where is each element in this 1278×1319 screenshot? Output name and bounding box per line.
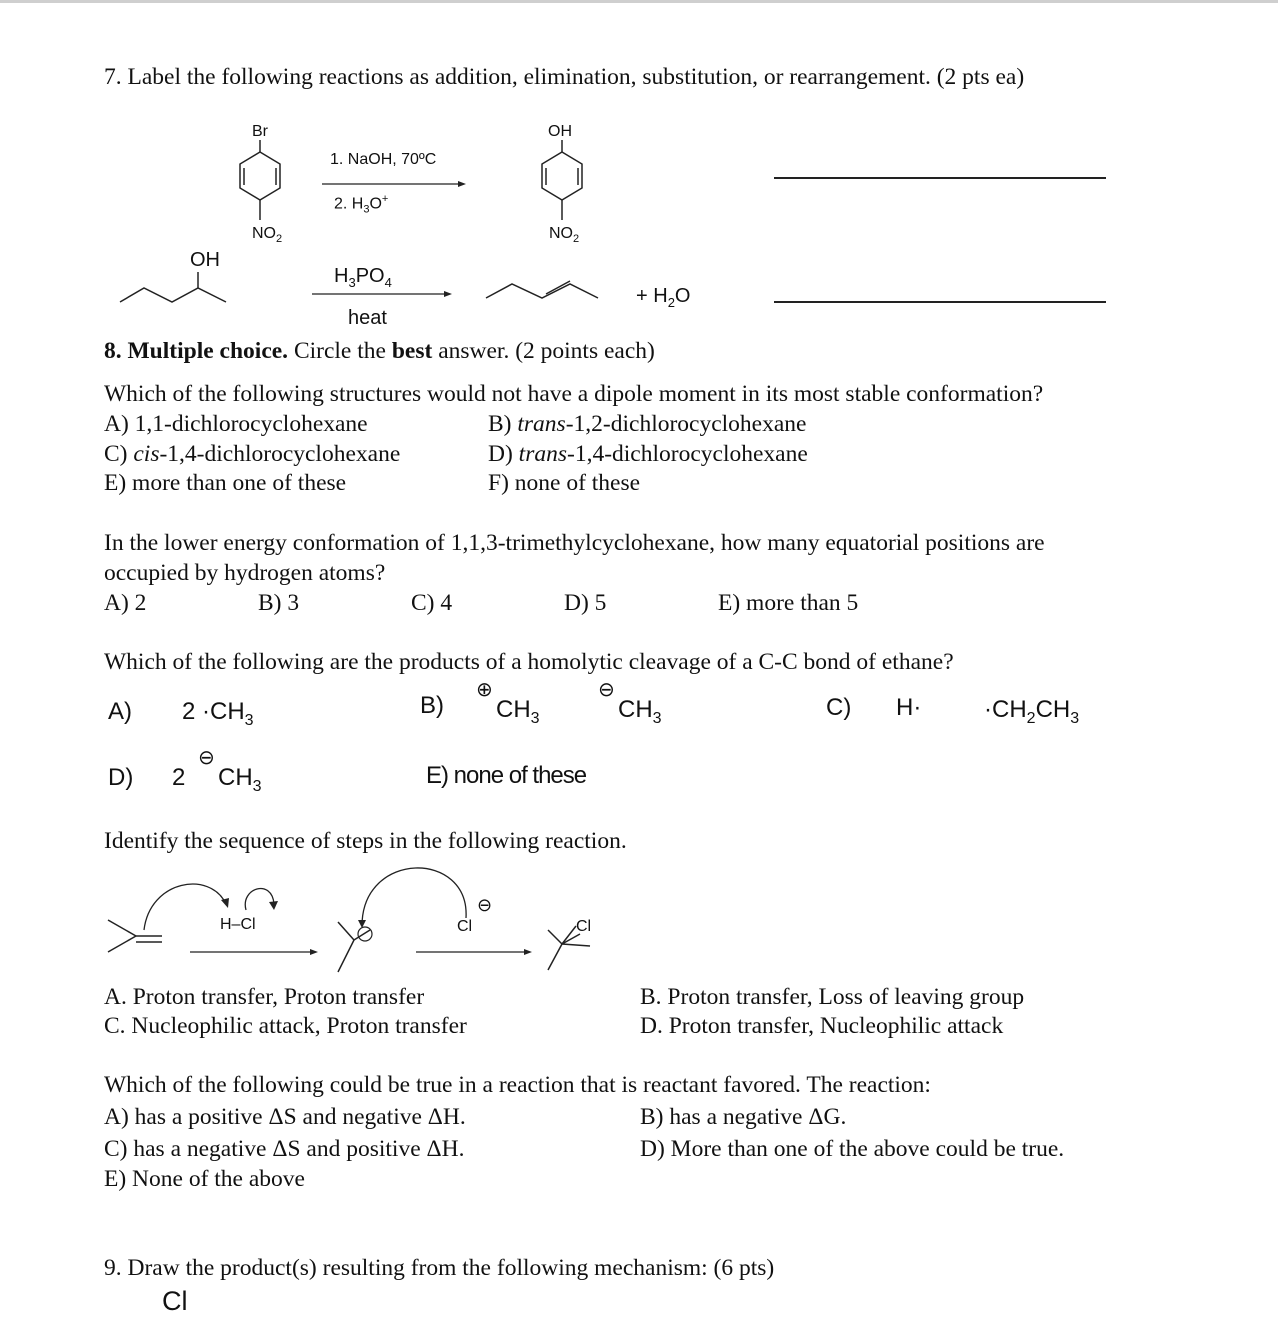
dipole-question: Which of the following structures would not have a dipole moment in its most stable conformation?: [104, 381, 1044, 407]
cation-charge-icon: ⊕: [476, 679, 493, 701]
r1-step1: 1. NaOH, 70ºC: [330, 151, 437, 168]
homolytic-option-a-label[interactable]: A): [108, 698, 132, 725]
chloride-anion: Cl: [457, 918, 473, 935]
q7-prompt: 7. Label the following reactions as addition, elimination, substitution, or rearrangement. (2 pts ea): [104, 64, 1025, 90]
favored-option-d[interactable]: D) More than one of the above could be true.: [640, 1136, 1065, 1162]
dipole-option-e[interactable]: E) more than one of these: [104, 470, 347, 496]
hcl-reagent: H–Cl: [220, 916, 256, 933]
r1-product-oh: OH: [548, 123, 572, 140]
dipole-option-a[interactable]: A) 1,1-dichlorocyclohexane: [104, 411, 368, 437]
r2-reactant-oh: OH: [190, 249, 220, 271]
trimethyl-option-c[interactable]: C) 4: [411, 590, 453, 616]
r2-condition: heat: [348, 307, 387, 329]
trimethyl-question-line1: In the lower energy conformation of 1,1,3-trimethylcyclohexane, how many equatorial positions are: [104, 530, 1045, 556]
sequence-option-b[interactable]: B. Proton transfer, Loss of leaving group: [640, 984, 1025, 1010]
q9-cl-label: Cl: [162, 1286, 188, 1316]
homolytic-option-e[interactable]: E) none of these: [426, 762, 587, 789]
homolytic-option-d[interactable]: $CH_3$: [218, 764, 262, 795]
r1-answer-blank[interactable]: [774, 177, 1106, 179]
q9-prompt: 9. Draw the product(s) resulting from the following mechanism: (6 pts): [104, 1255, 775, 1281]
sequence-question: Identify the sequence of steps in the following reaction.: [104, 828, 627, 854]
r2-answer-blank[interactable]: [774, 301, 1106, 303]
homolytic-option-b-cation[interactable]: $CH_3$: [496, 696, 540, 727]
homolytic-option-d-num[interactable]: 2: [172, 764, 186, 791]
r2-reactant-skeleton: [120, 270, 230, 310]
sequence-option-c[interactable]: C. Nucleophilic attack, Proton transfer: [104, 1013, 467, 1039]
homolytic-question: Which of the following are the products of a homolytic cleavage of a C-C bond of ethane?: [104, 649, 954, 675]
sequence-option-d[interactable]: D. Proton transfer, Nucleophilic attack: [640, 1013, 1004, 1039]
sequence-mechanism-diagram: [100, 860, 620, 990]
q8-prompt: 8. Multiple choice. Circle the best answer. (2 points each): [104, 338, 655, 364]
dipole-option-d[interactable]: D) trans-1,4-dichlorocyclohexane: [488, 441, 808, 467]
homolytic-option-d-label[interactable]: D): [108, 764, 134, 791]
trimethyl-option-e[interactable]: E) more than 5: [718, 590, 859, 616]
trimethyl-option-a[interactable]: A) 2: [104, 590, 147, 616]
favored-question: Which of the following could be true in a reaction that is reactant favored. The reaction:: [104, 1072, 931, 1098]
r2-product-alkene: [486, 280, 606, 310]
homolytic-option-c-ethyl[interactable]: $\cdot CH_2CH_3$: [984, 696, 1080, 727]
favored-option-b[interactable]: B) has a negative ΔG.: [640, 1104, 847, 1130]
favored-option-c[interactable]: C) has a negative ΔS and positive ΔH.: [104, 1136, 465, 1162]
dipole-option-b[interactable]: B) trans-1,2-dichlorocyclohexane: [488, 411, 807, 437]
r2-byproduct: + $H_2O$: [636, 285, 691, 310]
r2-arrow: [312, 289, 462, 299]
homolytic-option-c-label[interactable]: C): [826, 694, 852, 721]
homolytic-option-a[interactable]: $2 \cdot CH_3$: [182, 698, 254, 729]
chloride-charge-icon: ⊖: [477, 895, 493, 915]
sequence-option-a[interactable]: A. Proton transfer, Proton transfer: [104, 984, 425, 1010]
r1-product-no2: $NO_2$: [549, 225, 580, 246]
homolytic-option-b-anion[interactable]: $CH_3$: [618, 696, 662, 727]
homolytic-option-b-label[interactable]: B): [420, 692, 444, 719]
product-cl: Cl: [576, 918, 592, 935]
trimethyl-option-b[interactable]: B) 3: [258, 590, 300, 616]
homolytic-option-c-h[interactable]: H·: [896, 694, 922, 721]
r2-reagent: $H_3PO_4$: [334, 265, 392, 290]
top-border: [0, 0, 1278, 3]
dipole-option-f[interactable]: F) none of these: [488, 470, 641, 496]
favored-option-e[interactable]: E) None of the above: [104, 1166, 305, 1192]
r1-reactant-br: Br: [252, 123, 268, 140]
trimethyl-option-d[interactable]: D) 5: [564, 590, 607, 616]
r1-step2: 2. $H_3O^+$: [334, 193, 389, 216]
r1-arrow: [322, 179, 472, 189]
d-anion-charge-icon: ⊖: [198, 747, 215, 769]
anion-charge-icon: ⊖: [598, 679, 615, 701]
trimethyl-question-line2: occupied by hydrogen atoms?: [104, 560, 386, 586]
favored-option-a[interactable]: A) has a positive ΔS and negative ΔH.: [104, 1104, 466, 1130]
dipole-option-c[interactable]: C) cis-1,4-dichlorocyclohexane: [104, 441, 401, 467]
r1-reactant-no2: $NO_2$: [252, 225, 283, 246]
